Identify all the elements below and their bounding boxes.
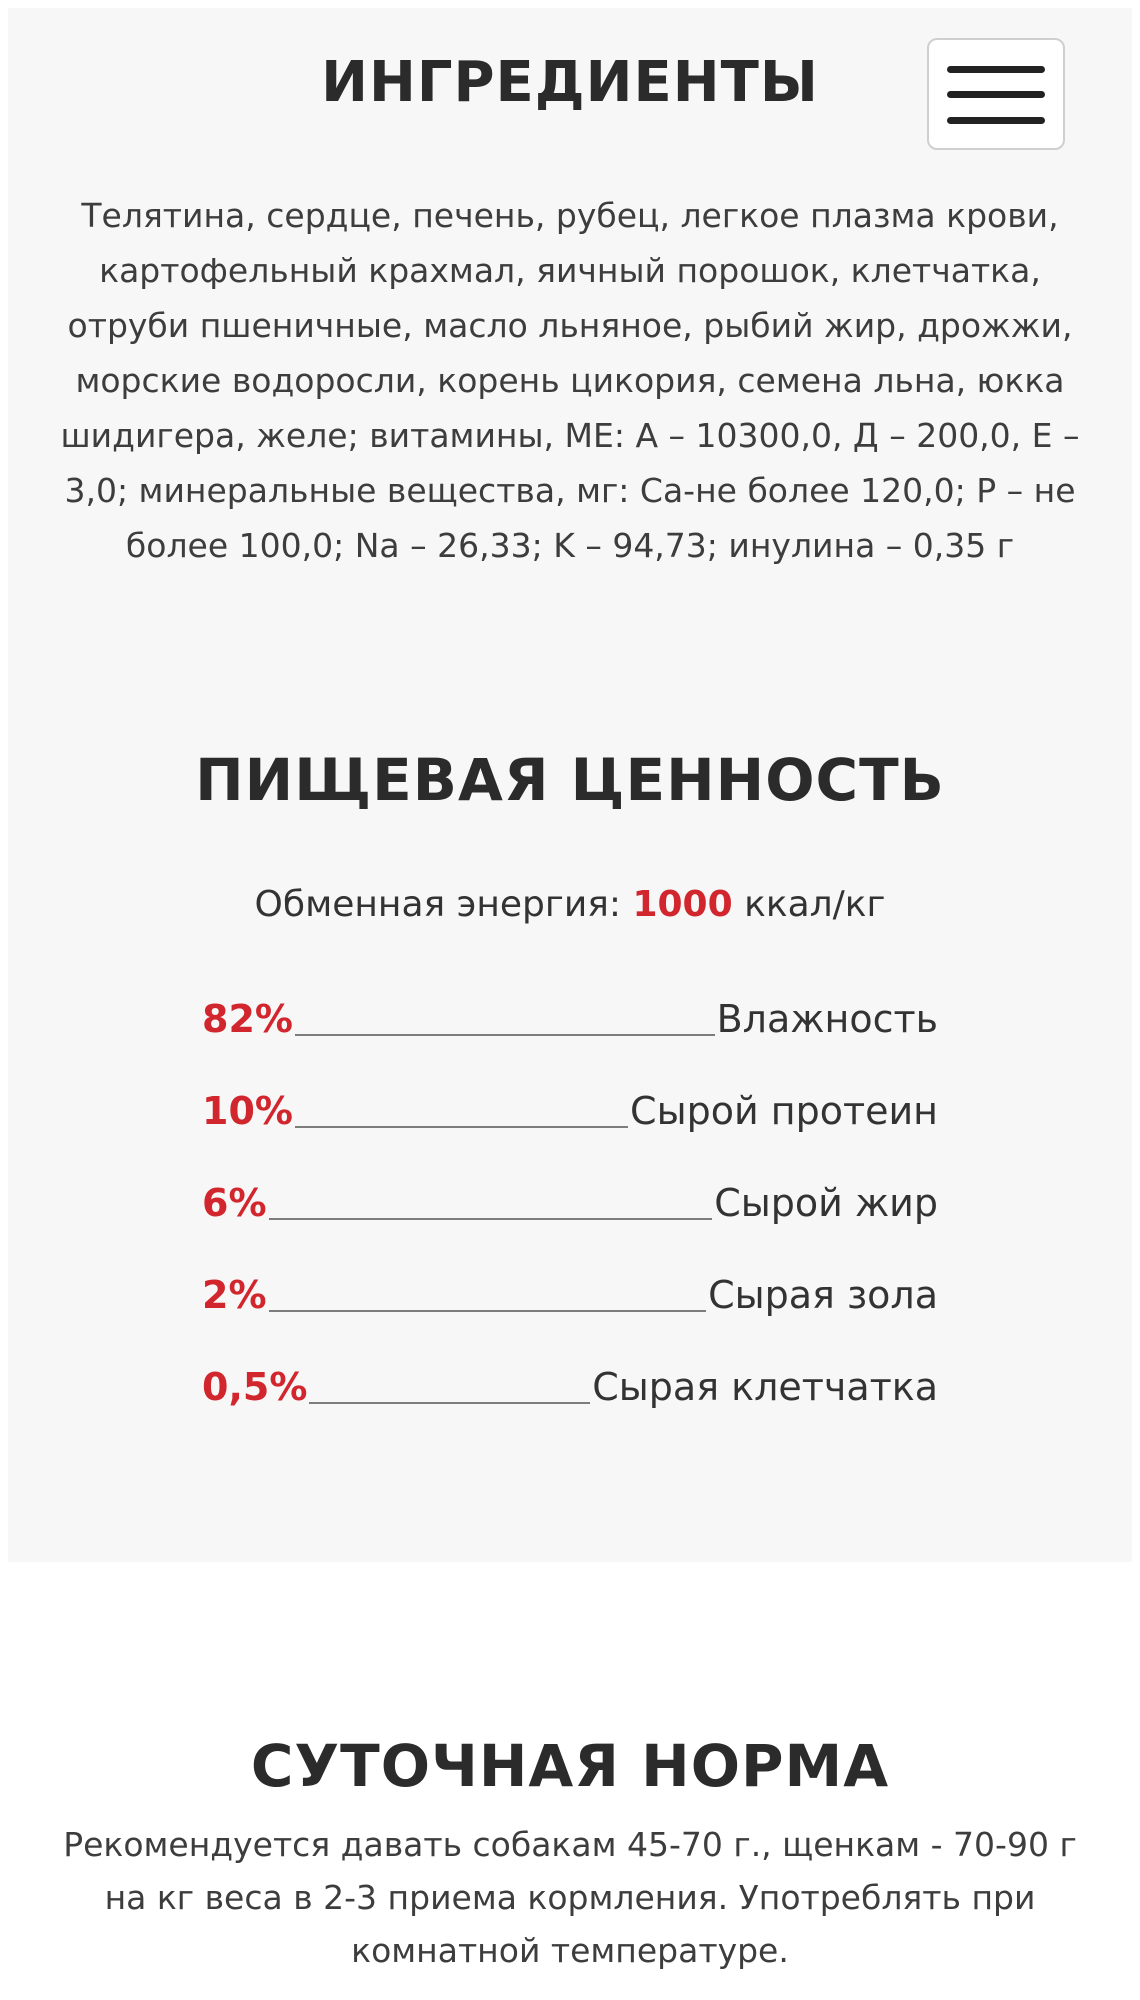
dotted-leader	[269, 1218, 713, 1220]
dotted-leader	[295, 1126, 628, 1128]
energy-unit: ккал/кг	[744, 884, 886, 925]
dotted-leader	[295, 1034, 715, 1036]
nutrient-row-ash	[202, 1258, 938, 1317]
energy-label: Обменная энергия:	[254, 884, 621, 925]
nutrient-label: Сырая зола	[708, 1273, 938, 1317]
daily-norm-title: СУТОЧНАЯ НОРМА	[250, 1732, 890, 1800]
nutrient-label: Сырой протеин	[630, 1089, 938, 1133]
energy-value: 1000	[632, 884, 733, 925]
dotted-leader	[269, 1310, 707, 1312]
nutrient-row-fiber	[202, 1350, 938, 1409]
nutrient-row-moisture	[202, 982, 938, 1041]
nutrient-label: Сырая клетчатка	[592, 1365, 938, 1409]
nutrient-label: Влажность	[716, 997, 938, 1041]
nutrient-percent: 6%	[202, 1181, 267, 1225]
nutrient-row-protein	[202, 1074, 938, 1133]
nutrient-percent: 82%	[202, 997, 293, 1041]
ingredients-text: Телятина, сердце, печень, рубец, легкое плазма крови, картофельный крахмал, яичный порошок, клетчатка, отруби пшеничные, масло льняное, рыбий жир, дрожжи, морские водоросли, корень цикория, семена льна, юкка шидигера, желе; витамины, МЕ: А – 10300,0, Д – 200,0, Е – 3,0; минеральные вещества, мг: Са-не более 120,0; Р – не более 100,0; Na – 26,33; K – 94,73; инулина – 0,35 г	[60, 196, 1080, 565]
dotted-leader	[309, 1402, 590, 1404]
nutrient-row-fat	[202, 1166, 938, 1225]
daily-norm-text: Рекомендуется давать собакам 45-70 г., щенкам - 70-90 г на кг веса в 2-3 приема кормления. Употреблять при комнатной температуре.	[63, 1825, 1077, 1970]
nutrient-percent: 10%	[202, 1089, 293, 1133]
energy-line	[0, 884, 1140, 925]
menu-button[interactable]	[927, 38, 1065, 150]
ingredients-title: ИНГРЕДИЕНТЫ	[321, 50, 819, 115]
nutrient-percent: 0,5%	[202, 1365, 308, 1409]
nutrient-percent: 2%	[202, 1273, 267, 1317]
nutrient-label: Сырой жир	[714, 1181, 938, 1225]
nutrition-title: ПИЩЕВАЯ ЦЕННОСТЬ	[195, 746, 945, 814]
